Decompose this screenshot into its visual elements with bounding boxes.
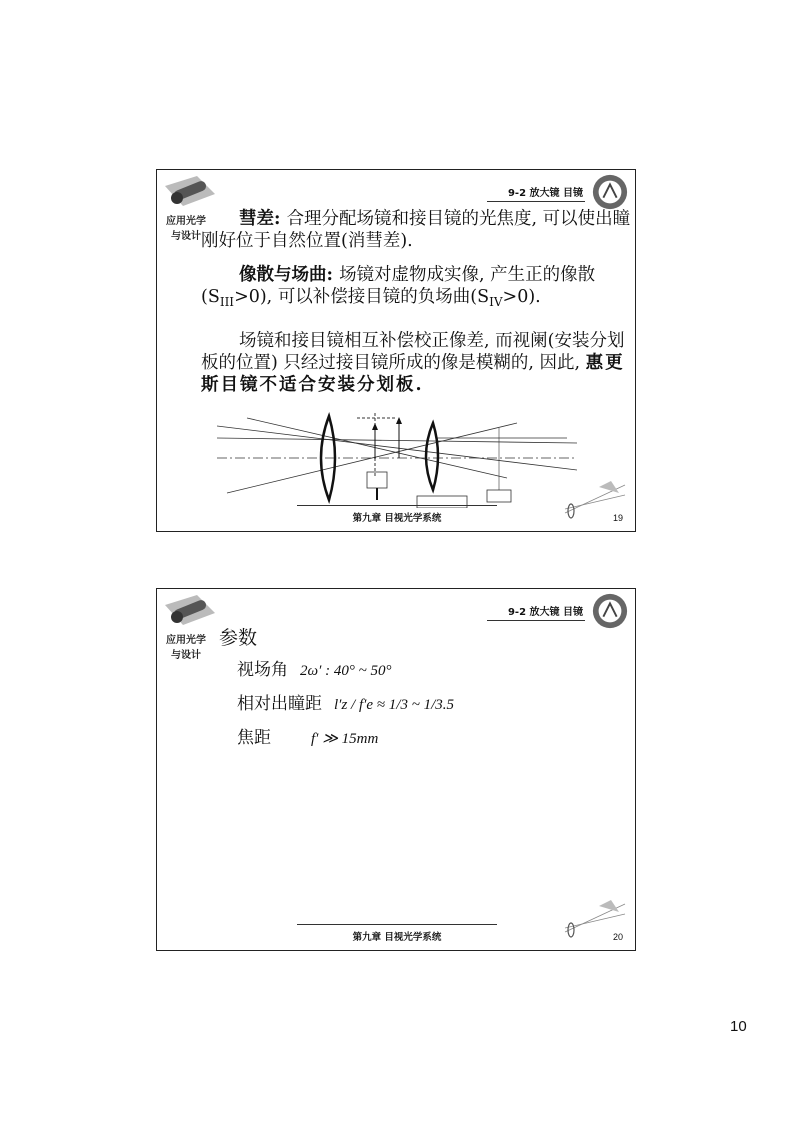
param-formula: 2ω′ : 40° ~ 50° [300, 663, 392, 679]
param-row-fov [237, 655, 391, 680]
huygens-eyepiece-diagram [217, 408, 577, 508]
astig-text-2: >0), 可以补偿接目镜的负场曲(S [234, 287, 490, 307]
slide-19 [156, 169, 636, 532]
compensation-paragraph [201, 330, 633, 396]
param-formula: l′z / f′e ≈ 1/3 ~ 1/3.5 [334, 697, 454, 713]
comp-emphasis: 惠更斯目镜不适合安装分划板. [201, 353, 625, 395]
footer-chapter: 第九章 目视光学系统 [297, 924, 497, 943]
astig-text-1: 场镜对虚物成实像, 产生正的像散(S [201, 265, 596, 307]
page-number: 10 [730, 1018, 747, 1035]
logo-icon [159, 591, 219, 631]
astigmatism-paragraph [201, 264, 633, 313]
section-title: 9-2 放大镜 目镜 [487, 184, 585, 202]
param-label: 相对出瞳距 [237, 694, 322, 714]
slide-number: 19 [612, 513, 623, 523]
logo-icon [159, 172, 219, 212]
footer-chapter: 第九章 目视光学系统 [297, 505, 497, 524]
coma-text: 合理分配场镜和接目镜的光焦度, 可以使出瞳刚好位于自然位置(消彗差). [201, 209, 631, 251]
astig-label: 像散与场曲: [239, 265, 340, 285]
slide-20 [156, 588, 636, 951]
astig-text-3: >0). [502, 287, 541, 307]
param-row-focal [237, 723, 378, 748]
params-title: 参数 [219, 627, 258, 649]
side-label: 应用光学 与设计 [166, 216, 206, 242]
comp-text: 场镜和接目镜相互补偿校正像差, 而视阑(安装分划板的位置) 只经过接目镜所成的像是模糊的, 因此, [201, 331, 625, 373]
param-label: 焦距 [237, 728, 271, 748]
sub-iv: IV [489, 295, 503, 309]
side-label: 应用光学 与设计 [166, 635, 206, 661]
param-row-pupil [237, 689, 454, 714]
slide-number: 20 [612, 932, 623, 942]
param-formula: f′ ≫ 15mm [311, 731, 379, 747]
param-label: 视场角 [237, 660, 288, 680]
university-seal-icon [591, 592, 629, 630]
sub-iii: III [219, 295, 235, 309]
coma-label: 彗差: [239, 209, 287, 229]
coma-paragraph [201, 208, 633, 252]
university-seal-icon [591, 173, 629, 211]
section-title: 9-2 放大镜 目镜 [487, 603, 585, 621]
